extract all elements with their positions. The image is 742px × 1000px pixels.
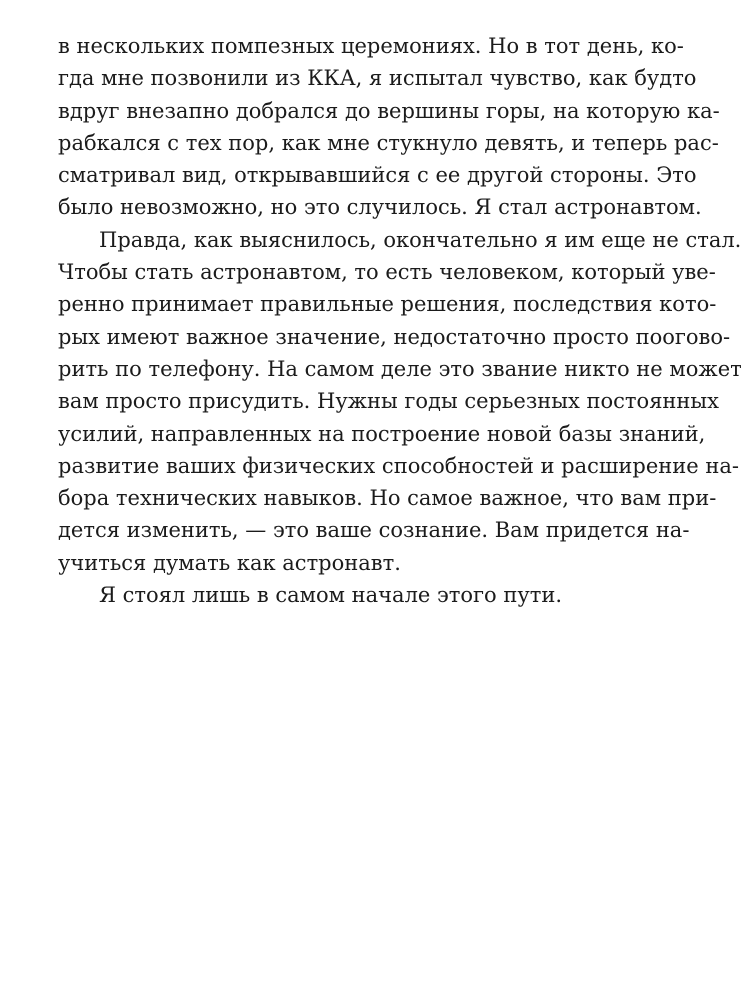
page-body xyxy=(58,30,742,611)
text-line: Я стоял лишь в самом начале этого пути. xyxy=(99,583,563,608)
paragraph-3 xyxy=(58,579,614,611)
paragraph-1 xyxy=(58,30,720,224)
text-line: усилий, направленных на построение новой базы знаний, xyxy=(58,421,706,446)
text-line: учиться думать как астронавт. xyxy=(58,550,401,575)
text-line: развитие ваших физических способностей и расширение на- xyxy=(58,453,739,478)
text-line: в нескольких помпезных церемониях. Но в тот день, ко- xyxy=(58,34,684,58)
text-line: гда мне позвонили из ККА, я испытал чувство, как будто xyxy=(58,66,697,91)
paragraph-2 xyxy=(58,224,742,579)
text-line: сматривал вид, открывавшийся с ее другой стороны. Это xyxy=(58,163,697,188)
text-line: Правда, как выяснилось, окончательно я им еще не стал. xyxy=(99,227,742,252)
text-line: вам просто присудить. Нужны годы серьезных постоянных xyxy=(58,389,719,414)
text-line: было невозможно, но это случилось. Я стал астронавтом. xyxy=(58,195,702,220)
text-line: Чтобы стать астронавтом, то есть человеком, который уве- xyxy=(58,260,716,285)
text-line: рить по телефону. На самом деле это звание никто не может xyxy=(58,356,742,381)
text-line: дется изменить, — это ваше сознание. Вам придется на- xyxy=(58,518,690,543)
text-line: вдруг внезапно добрался до вершины горы, на которую ка- xyxy=(58,98,720,123)
text-line: бора технических навыков. Но самое важное, что вам при- xyxy=(58,486,717,511)
text-line: рабкался с тех пор, как мне стукнуло девять, и теперь рас- xyxy=(58,130,719,155)
text-line: ренно принимает правильные решения, последствия кото- xyxy=(58,292,717,317)
text-line: рых имеют важное значение, недостаточно просто поогово- xyxy=(58,324,731,349)
